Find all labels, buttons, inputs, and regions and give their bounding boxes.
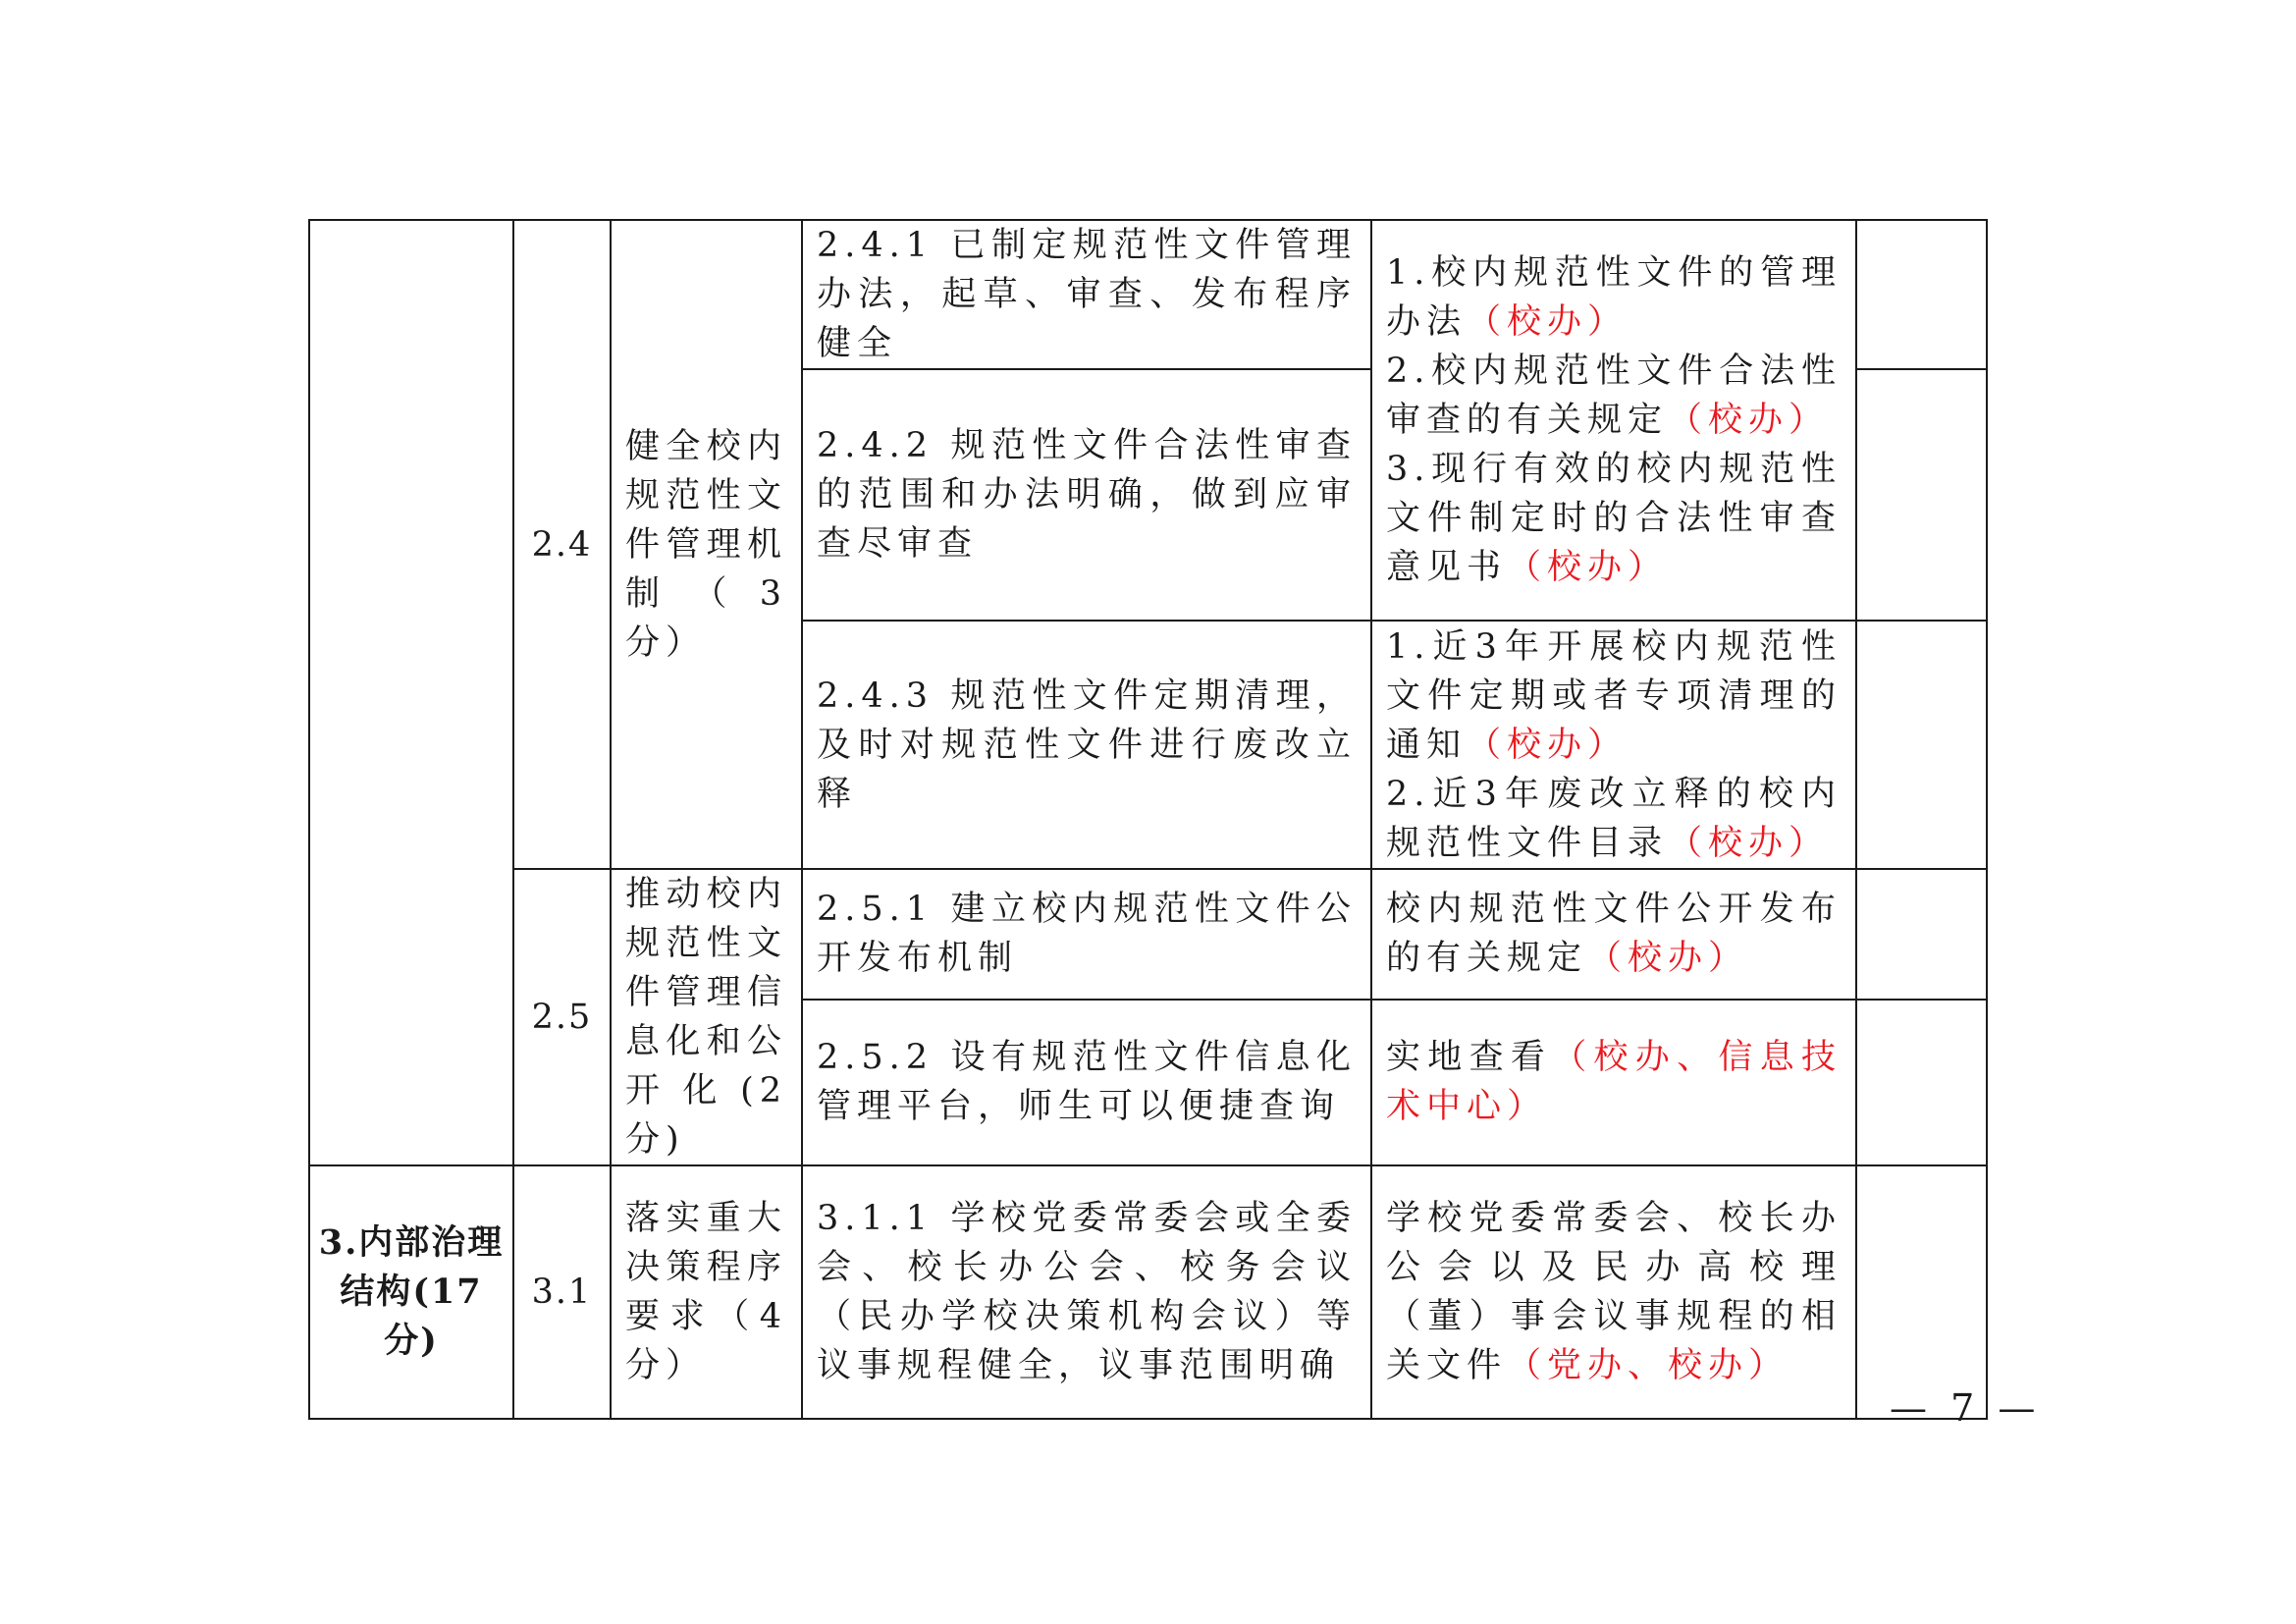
- section-number: 2.4: [513, 220, 611, 869]
- department-label: （校办、信息技术中心）: [1386, 1038, 1842, 1127]
- evidence-text: 学校党委常委会、校长办公会以及民办高校理（董）事会议事规程的相关文件: [1386, 1199, 1842, 1385]
- remarks-cell: [1856, 621, 1987, 869]
- department-label: （校办）: [1507, 548, 1669, 587]
- evidence-text: 2.近3年废改立释的校内规范性文件目录: [1386, 774, 1842, 863]
- evidence-text: 3.现行有效的校内规范性文件制定时的合法性审查意见书: [1386, 450, 1842, 587]
- evidence-cell: [1371, 621, 1856, 869]
- table-row: [309, 220, 1987, 369]
- department-label: （校办）: [1668, 401, 1830, 440]
- evidence-cell: [1371, 1000, 1856, 1165]
- item-text: 2.5.1 建立校内规范性文件公开发布机制: [802, 869, 1371, 1000]
- evaluation-table: [308, 219, 1988, 1420]
- evidence-text: 1.近3年开展校内规范性文件定期或者专项清理的通知: [1386, 626, 1842, 765]
- department-label: （校办）: [1668, 823, 1830, 863]
- evidence-text: 校内规范性文件公开发布的有关规定: [1386, 890, 1842, 979]
- item-text: 2.4.2 规范性文件合法性审查的范围和办法明确，做到应审查尽审查: [802, 369, 1371, 621]
- department-label: （党办、校办）: [1507, 1346, 1789, 1385]
- evidence-text: 2.校内规范性文件合法性审查的有关规定: [1386, 352, 1842, 440]
- evidence-cell: [1371, 1165, 1856, 1419]
- evidence-text: 实地查看: [1386, 1038, 1553, 1078]
- department-label: （校办）: [1467, 302, 1629, 342]
- evidence-cell: [1371, 220, 1856, 621]
- evidence-text: 1.校内规范性文件的管理办法: [1386, 253, 1842, 342]
- remarks-cell: [1856, 1000, 1987, 1165]
- category-cell: 3.内部治理结构(17分): [309, 1165, 513, 1419]
- item-text: 2.4.3 规范性文件定期清理，及时对规范性文件进行废改立释: [802, 621, 1371, 869]
- evidence-cell: [1371, 869, 1856, 1000]
- remarks-cell: [1856, 220, 1987, 369]
- remarks-cell: [1856, 369, 1987, 621]
- department-label: （校办）: [1467, 725, 1629, 765]
- remarks-cell: [1856, 869, 1987, 1000]
- category-cell-continued: [309, 220, 513, 1165]
- section-number: 3.1: [513, 1165, 611, 1419]
- section-title: 健全校内规范性文件管理机制（3分）: [611, 220, 802, 869]
- table-row: [309, 1165, 1987, 1419]
- table-row: [309, 869, 1987, 1000]
- item-text: 2.5.2 设有规范性文件信息化管理平台，师生可以便捷查询: [802, 1000, 1371, 1165]
- item-text: 3.1.1 学校党委常委会或全委会、校长办公会、校务会议（民办学校决策机构会议）等议事规程健全，议事范围明确: [802, 1165, 1371, 1419]
- section-title: 推动校内规范性文件管理信息化和公开化(2分): [611, 869, 802, 1165]
- item-text: 2.4.1 已制定规范性文件管理办法，起草、审查、发布程序健全: [802, 220, 1371, 369]
- section-title: 落实重大决策程序要求（4分）: [611, 1165, 802, 1419]
- page-number: — 7 —: [1890, 1386, 2042, 1430]
- department-label: （校办）: [1587, 939, 1749, 979]
- section-number: 2.5: [513, 869, 611, 1165]
- remarks-cell: [1856, 1165, 1987, 1419]
